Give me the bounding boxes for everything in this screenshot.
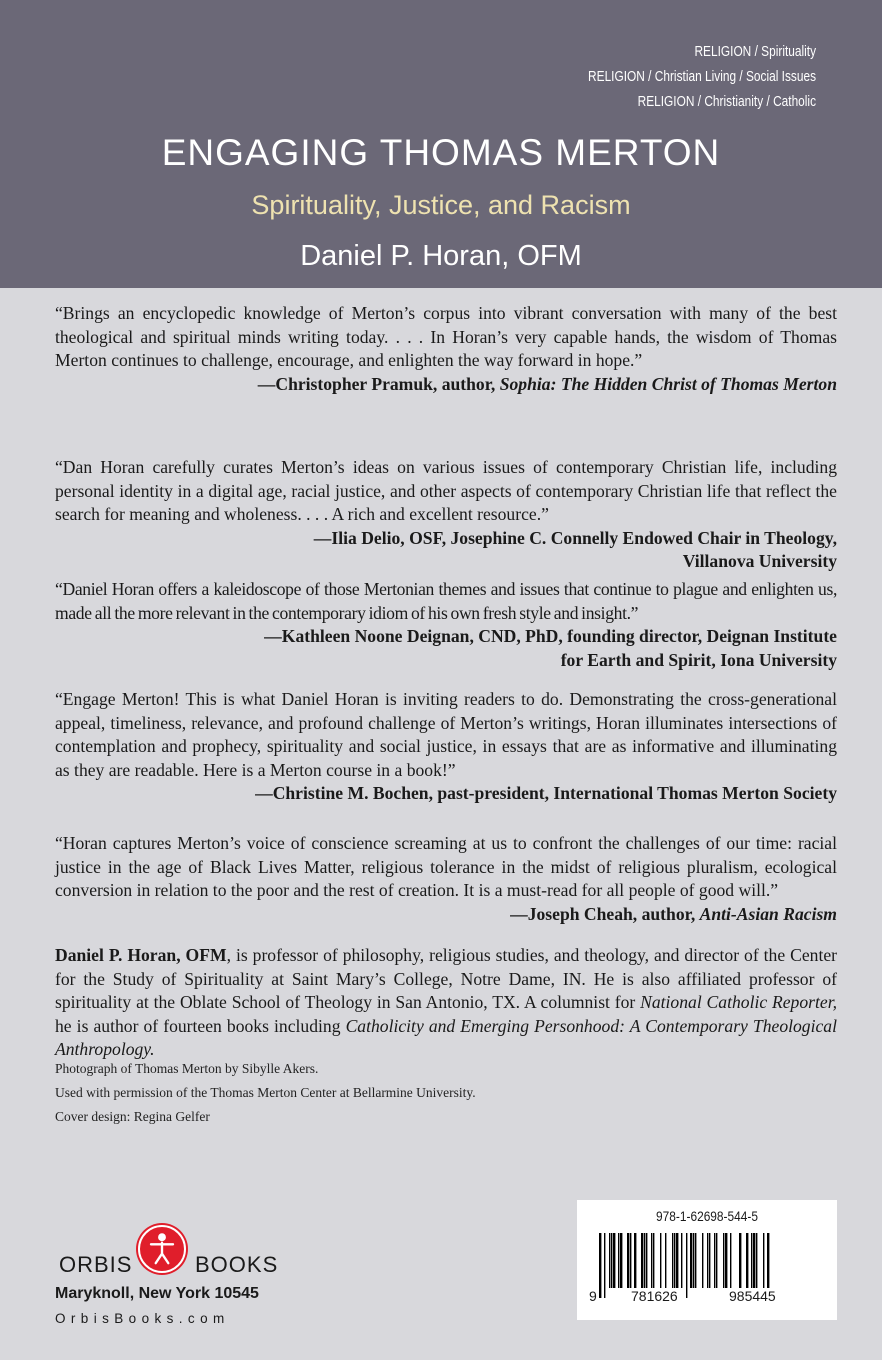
barcode-bar — [653, 1233, 654, 1288]
barcode-bar — [646, 1233, 647, 1288]
category: RELIGION / Christian Living / Social Issues — [588, 69, 816, 85]
barcode-bar — [613, 1233, 615, 1288]
barcode-digit: 9 — [589, 1288, 597, 1304]
barcode-digits: 985445 — [729, 1288, 776, 1304]
category: RELIGION / Christianity / Catholic — [637, 94, 816, 110]
barcode-bar — [672, 1233, 673, 1288]
isbn-barcode — [577, 1200, 837, 1320]
bio-book: Catholicity and Emerging Personhood: A Contemporary Theological Anthropology. — [55, 1015, 837, 1060]
quote-text: “Brings an encyclopedic knowledge of Merton’s corpus into vibrant conversation with many of the best theological and spiritual minds writing today. . . . In Horan’s very capable hands, the wisdom of Thomas Merton continues to challenge, encourage, and enlighten the way forward in hope.” — [55, 303, 837, 371]
bio-text: he is author of fourteen books including — [55, 1015, 346, 1036]
book-subtitle: Spirituality, Justice, and Racism — [251, 190, 631, 220]
blurb-2 — [55, 456, 837, 574]
barcode-bar — [707, 1233, 708, 1288]
bio-name: Daniel P. Horan, OFM — [55, 945, 227, 965]
quote-attribution: Villanova University — [682, 551, 837, 572]
figure-seal-icon — [138, 1225, 186, 1273]
barcode-bar — [690, 1233, 692, 1288]
barcode-bar — [709, 1233, 710, 1288]
barcode-bar — [660, 1233, 661, 1288]
barcode-bar — [681, 1233, 682, 1288]
barcode-bar — [651, 1233, 652, 1288]
attribution-name: —Joseph Cheah, author, — [510, 903, 700, 924]
barcode-bar — [611, 1233, 612, 1288]
blurb-1 — [55, 302, 837, 396]
barcode-bar — [627, 1233, 629, 1288]
isbn-text: 978-1-62698-544-5 — [656, 1208, 758, 1224]
credits — [55, 1057, 476, 1129]
quote-text: “Daniel Horan offers a kaleidoscope of those Mertonian themes and issues that continue to plague and enlighten us, made all the more relevant in the contemporary idiom of his own fresh style and insight.” — [55, 579, 837, 623]
bio-text: , is professor of philosophy, religious studies, and theology, and director of the Center for the Study of Spirituality at Saint Mary’s College, Notre Dame, IN. He is also affiliated professor of spirituality at the Oblate School of Theology in San Antonio, TX. A columnist for — [55, 945, 837, 1013]
logo-word: BOOKS — [195, 1252, 279, 1277]
barcode-bar — [730, 1233, 731, 1288]
barcode-bar — [746, 1233, 748, 1288]
barcode-bar — [753, 1233, 755, 1288]
barcode-bar — [756, 1233, 757, 1288]
quote-text: “Engage Merton! This is what Daniel Horan is inviting readers to do. Demonstrating the cross-generational appeal, timeliness, relevance, and profound challenge of Merton’s writings, Horan illuminates intersections of contemplation and prophecy, spirituality and social justice, in essays that are as informative and illuminating as they are readable. Here is a Merton course in a book!” — [55, 689, 837, 780]
barcode-bar — [599, 1233, 601, 1298]
barcode-bar — [644, 1233, 645, 1288]
book-author: Daniel P. Horan, OFM — [300, 240, 582, 272]
barcode-bar — [620, 1233, 622, 1288]
barcode-bar — [630, 1233, 631, 1288]
quote-attribution: —Christine M. Bochen, past-president, International Thomas Merton Society — [255, 783, 837, 804]
category-list — [588, 40, 816, 115]
quote-text: “Dan Horan carefully curates Merton’s ideas on various issues of contemporary Christian life, including personal identity in a digital age, racial justice, and other aspects of contemporary Christian life that reflect the search for meaning and wholeness. . . . A rich and excellent resource.” — [55, 457, 837, 525]
barcode-bar — [714, 1233, 715, 1288]
barcode-bar — [695, 1233, 696, 1288]
publisher-address: Maryknoll, New York 10545 — [55, 1285, 259, 1302]
barcode-bar — [693, 1233, 694, 1288]
barcode-bar — [686, 1233, 687, 1298]
book-title: ENGAGING THOMAS MERTON — [161, 132, 721, 173]
publisher-website: OrbisBooks.com — [55, 1311, 230, 1326]
barcode-bar — [702, 1233, 703, 1288]
bio-publication: National Catholic Reporter, — [640, 992, 837, 1013]
publisher-logo — [55, 1225, 285, 1345]
barcode-bar — [751, 1233, 752, 1288]
quote-attribution — [55, 373, 837, 397]
barcode-bar — [674, 1233, 675, 1288]
barcode-bar — [609, 1233, 610, 1288]
quote-attribution — [55, 903, 837, 927]
author-bio — [55, 944, 837, 1062]
credit-line: Cover design: Regina Gelfer — [55, 1109, 210, 1124]
blurb-3 — [55, 578, 837, 672]
quote-attribution: for Earth and Spirit, Iona University — [560, 649, 837, 670]
barcode-digits: 781626 — [631, 1288, 678, 1304]
barcode-bar — [739, 1233, 741, 1288]
attribution-book: Sophia: The Hidden Christ of Thomas Merton — [499, 373, 837, 394]
barcode-bar — [716, 1233, 717, 1288]
credit-line: Used with permission of the Thomas Merton Center at Bellarmine University. — [55, 1085, 476, 1100]
cover-header — [0, 0, 882, 288]
barcode-bar — [604, 1233, 605, 1298]
attribution-name: —Christopher Pramuk, author, — [257, 373, 500, 394]
blurb-5 — [55, 832, 837, 926]
barcode-bar — [723, 1233, 724, 1288]
quote-text: “Horan captures Merton’s voice of conscience screaming at us to confront the challenges of our time: racial justice in the age of Black Lives Matter, religious tolerance in the midst of religious pluralism, ecological conversion in relation to the poor and the rest of creation. It is a must-read for all people of good will.” — [55, 833, 837, 901]
logo-word: ORBIS — [59, 1252, 133, 1277]
barcode-bar — [641, 1233, 643, 1288]
barcode-bar — [676, 1233, 678, 1288]
barcode-bar — [665, 1233, 666, 1288]
quote-attribution: —Kathleen Noone Deignan, CND, PhD, founding director, Deignan Institute — [264, 626, 837, 647]
quote-attribution: —Ilia Delio, OSF, Josephine C. Connelly Endowed Chair in Theology, — [313, 527, 837, 548]
attribution-book: Anti-Asian Racism — [699, 903, 837, 924]
barcode-bar — [634, 1233, 636, 1288]
blurb-4 — [55, 688, 837, 806]
credit-line: Photograph of Thomas Merton by Sibylle Akers. — [55, 1061, 319, 1076]
barcode-bar — [725, 1233, 727, 1288]
category: RELIGION / Spirituality — [694, 44, 816, 60]
barcode-bar — [618, 1233, 619, 1288]
